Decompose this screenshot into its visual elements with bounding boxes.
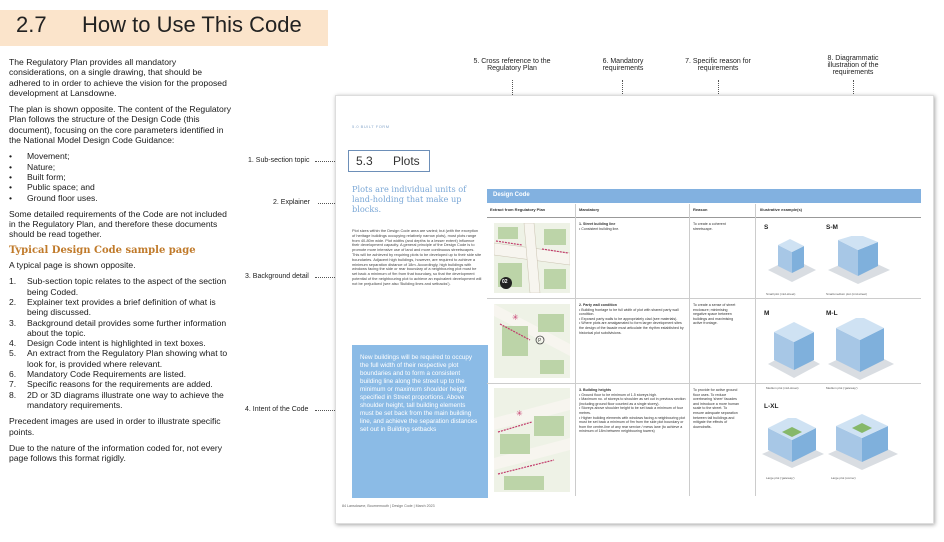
reason-row-3: To provide for active ground floor uses. To reduce overbearing 'sheer' facades and introduce a more human scale to the street. To ensure adequate separation between tall buildings and mitigate the effects of downdrafts. [693, 388, 739, 429]
intent-box [352, 345, 488, 498]
design-code-title: Design Code [493, 192, 530, 198]
table-rule [487, 217, 921, 218]
regulatory-plan-extract-2 [494, 304, 570, 378]
list-item: • Higher building elements with windows facing a neighbouring plot must be set back a minimum of 9m from the side plot boundary or from the centre-line of any rear service / mews lane (to achieve a minimum of 18m between neighbouring towers) [579, 415, 686, 434]
list-item: • Maximum no. of storeys to shoulder as set out in previous section (including ground floor counted as a single storey). [579, 397, 686, 406]
building-diagram-sm [824, 236, 894, 288]
list-item: • Where plots are amalgamated to form larger development sites the design of the facade must articulate the rhythm established by historical plot subdivisions. [579, 321, 684, 335]
annotation-illustration: 8. Diagrammatic illustration of the requirements [827, 55, 879, 76]
annotation-mandatory: 6. Mandatory requirements [602, 58, 644, 72]
list-item: • Movement; [9, 151, 235, 161]
format-note: Due to the nature of the information coded for, not every page follows this format rigidly. [9, 442, 223, 464]
sub-section-number: 5.3 [356, 154, 373, 168]
svg-text:P: P [538, 338, 542, 344]
design-code-header [487, 189, 921, 203]
reason-row-2: To create a sense of street enclosure; minimising negative space between buildings and maximising active frontage. [693, 303, 736, 326]
explainer-text: Plots are individual units of land-holding that make up blocks. [352, 184, 467, 214]
plot-size-label-ml: M-L [826, 310, 838, 317]
background-detail-text: Plot sizes within the Design Code area are varied; but (with the exception of heritage buildings occupying relatively narrow plots), most plots range from 40-80m wide. Plot widths (and depths to a lesser extent) influence their development capacity. A general principle of the Design Code is to promote more intensive use of land and more continuous streetscapes. This will be achieved by requiring plots to be developed up to their side site boundaries. Adjacent high buildings, however, are required to achieve a minimum separation distance of 18m. Accordingly, high buildings with windows facing the side or rear boundary of a neighbouring plot must be set back a minimum of 9m from that boundary, so that the development potential of the neighbouring plot to achieve an equivalent development will not be prejudiced (see also 'Building lines and setbacks'). [352, 228, 482, 286]
list-item: • Storeys above shoulder height to be set back a minimum of four metres. [579, 406, 683, 415]
plot-size-label-m: M [764, 310, 770, 317]
list-item: • Ground floor to be minimum of 1.5 storeys high. [579, 392, 658, 397]
regulatory-plan-extract-3 [494, 388, 570, 492]
list-item: 8. 2D or 3D diagrams illustrate one way to achieve the mandatory requirements. [9, 389, 224, 410]
intro-paragraph-3: Some detailed requirements of the Code are not included in the Regulatory Plan, and therefore these documents should be read together. [9, 208, 227, 240]
caption: Large plot (corner) [831, 476, 856, 480]
caption: Medium plot ('gateway') [826, 386, 858, 390]
section-number: 2.7 [16, 12, 47, 37]
list-item: 7. Specific reasons for the requirements are added. [9, 379, 213, 390]
typical-page-text: A typical page is shown opposite. [9, 260, 136, 271]
caption: Small plot (mid-street) [766, 292, 796, 296]
sample-page [335, 95, 934, 524]
map-marker-label: 02 [502, 279, 508, 285]
table-divider [689, 204, 690, 496]
annotation-reason: 7. Specific reason for requirements [685, 58, 751, 72]
row-title: 2. Party wall condition [579, 303, 617, 307]
list-item: 6. Mandatory Code Requirements are listed. [9, 369, 187, 380]
list-item: 1. Sub-section topic relates to the aspect of the section being Coded. [9, 276, 227, 297]
building-diagram-s [764, 236, 820, 288]
steps-list [9, 276, 235, 410]
table-divider [755, 204, 756, 496]
list-item: • Built form; [9, 172, 235, 182]
plot-size-label-s: S [764, 224, 769, 231]
row-title: 1. Street building line [579, 222, 616, 226]
parameter-list [9, 151, 235, 202]
regulatory-plan-extract-1 [494, 223, 570, 293]
list-item: 3. Background detail provides some further information about the topic. [9, 317, 227, 338]
row-title: 3. Building heights [579, 388, 612, 392]
building-diagram-ml [824, 318, 898, 382]
precedent-text: Precedent images are used in order to illustrate specific points. [9, 416, 221, 437]
list-item: • Building frontage to be full width of plot with shared party wall condition. [579, 307, 679, 317]
list-item: 5. An extract from the Regulatory Plan showing what to look for, is provided where relevant. [9, 348, 228, 369]
list-item: • Consistent building line. [579, 226, 620, 231]
annotation-background-detail: 3. Background detail [245, 273, 309, 280]
caption: Large plot ('gateway') [766, 476, 795, 480]
table-rule [487, 298, 921, 299]
intro-paragraph-1: The Regulatory Plan provides all mandatory considerations, on a single drawing, that should be adhered to in order to achieve the vision for the proposed development at Lansdowne. [9, 57, 227, 98]
svg-text:✳: ✳ [512, 313, 519, 322]
intent-text: New buildings will be required to occupy the full width of their respective plot boundaries and to form a consistent building line along the street up to the minimum or maximum shoulder height specified in Street proportions. Above shoulder height, tall building elements must be set back from the main building line, and achieve the separation distances set out in Building setbacks [360, 354, 478, 433]
mandatory-row-3 [579, 388, 687, 434]
column-header: Mandatory [579, 207, 600, 212]
column-header: Illustrative example(s) [760, 207, 803, 212]
intro-paragraph-2: The plan is shown opposite. The content of the Regulatory Plan follows the structure of the Design Code (this document), focusing on the core parameters identified in the National Model Design Code Guidance: [9, 104, 231, 146]
caption: Medium plot (mid-street) [766, 386, 799, 390]
svg-text:✳: ✳ [516, 409, 523, 418]
list-item: • Ground floor uses. [9, 193, 235, 203]
column-header: Extract from Regulatory Plan [490, 207, 546, 212]
list-item: 2. Explainer text provides a brief definition of what is being discussed. [9, 296, 216, 318]
building-diagram-m [764, 322, 824, 382]
table-divider [575, 204, 576, 496]
list-item: • Exposed party walls to be appropriately clad (see materials). [579, 316, 678, 321]
section-title: How to Use This Code [82, 12, 302, 37]
list-item: • Nature; [9, 162, 235, 172]
annotation-cross-reference: 5. Cross reference to the Regulatory Plan [473, 58, 551, 72]
page-running-header: 5.0 BUILT FORM [352, 124, 390, 129]
plot-size-label-sm: S-M [826, 224, 838, 231]
building-diagram-l1 [760, 418, 826, 472]
sub-section-title: Plots [393, 154, 420, 168]
plot-size-label-lxl: L-XL [764, 403, 779, 410]
annotation-intent: 4. Intent of the Code [245, 406, 309, 413]
subheading: Typical Design Code sample page [9, 244, 196, 256]
table-rule [487, 383, 921, 384]
list-item: • Public space; and [9, 182, 235, 192]
caption: Small-medium plot (mid-street) [826, 292, 868, 296]
section-header [0, 10, 328, 46]
list-item: 4. Design Code intent is highlighted in text boxes. [9, 338, 206, 349]
building-diagram-l2 [826, 414, 902, 472]
mandatory-row-1 [579, 222, 687, 231]
left-text-column [9, 57, 235, 469]
mandatory-row-2 [579, 303, 687, 335]
column-header: Reason [693, 207, 708, 212]
annotation-explainer: 2. Explainer [273, 199, 310, 206]
annotation-sub-section-topic: 1. Sub-section topic [248, 157, 310, 164]
page-footer: 84 Lansdowne, Bournemouth | Design Code | March 2023 [342, 504, 435, 508]
reason-row-1: To create a coherent streetscape. [693, 222, 726, 231]
